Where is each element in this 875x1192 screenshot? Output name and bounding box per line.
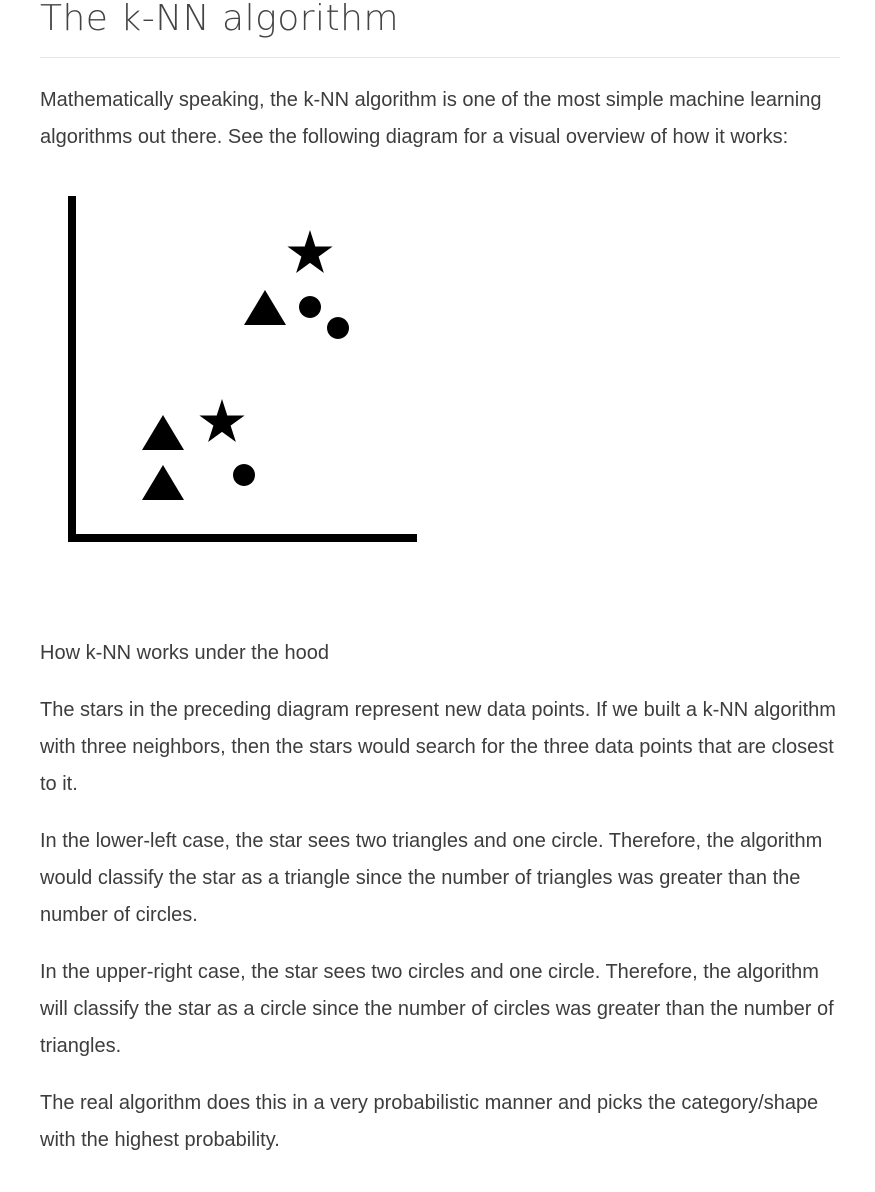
page-title: The k-NN algorithm: [40, 0, 840, 58]
y-axis: [68, 196, 76, 542]
triangle-lower-left-1: [142, 415, 184, 450]
circle-upper-right-1: [299, 296, 321, 318]
x-axis: [68, 534, 417, 542]
circle-lower-left: [233, 464, 255, 486]
triangle-lower-left-2: [142, 465, 184, 500]
knn-diagram-svg: [40, 196, 440, 576]
star-upper-right: [287, 230, 332, 273]
star-lower-left: [199, 399, 244, 442]
triangle-upper-right: [244, 290, 286, 325]
body-paragraph: The stars in the preceding diagram represent new data points. If we built a k-NN algorithm with three neighbors, then the stars would search for the three data points that are closest to it.: [40, 699, 836, 795]
body-paragraph: In the lower-left case, the star sees two triangles and one circle. Therefore, the algorithm would classify the star as a triangle since the number of triangles was greater than the number of circles.: [40, 830, 823, 926]
body-paragraph: In the upper-right case, the star sees two circles and one circle. Therefore, the algorithm will classify the star as a circle since the number of circles was greater than the number of triangles.: [40, 961, 834, 1057]
circle-upper-right-2: [327, 317, 349, 339]
figure-caption: How k-NN works under the hood: [40, 642, 330, 664]
knn-diagram: [40, 196, 440, 576]
body-paragraph: The real algorithm does this in a very probabilistic manner and picks the category/shape with the highest probability.: [40, 1092, 819, 1151]
intro-paragraph: Mathematically speaking, the k-NN algorithm is one of the most simple machine learning algorithms out there. See the following diagram for a visual overview of how it works:: [40, 89, 822, 148]
